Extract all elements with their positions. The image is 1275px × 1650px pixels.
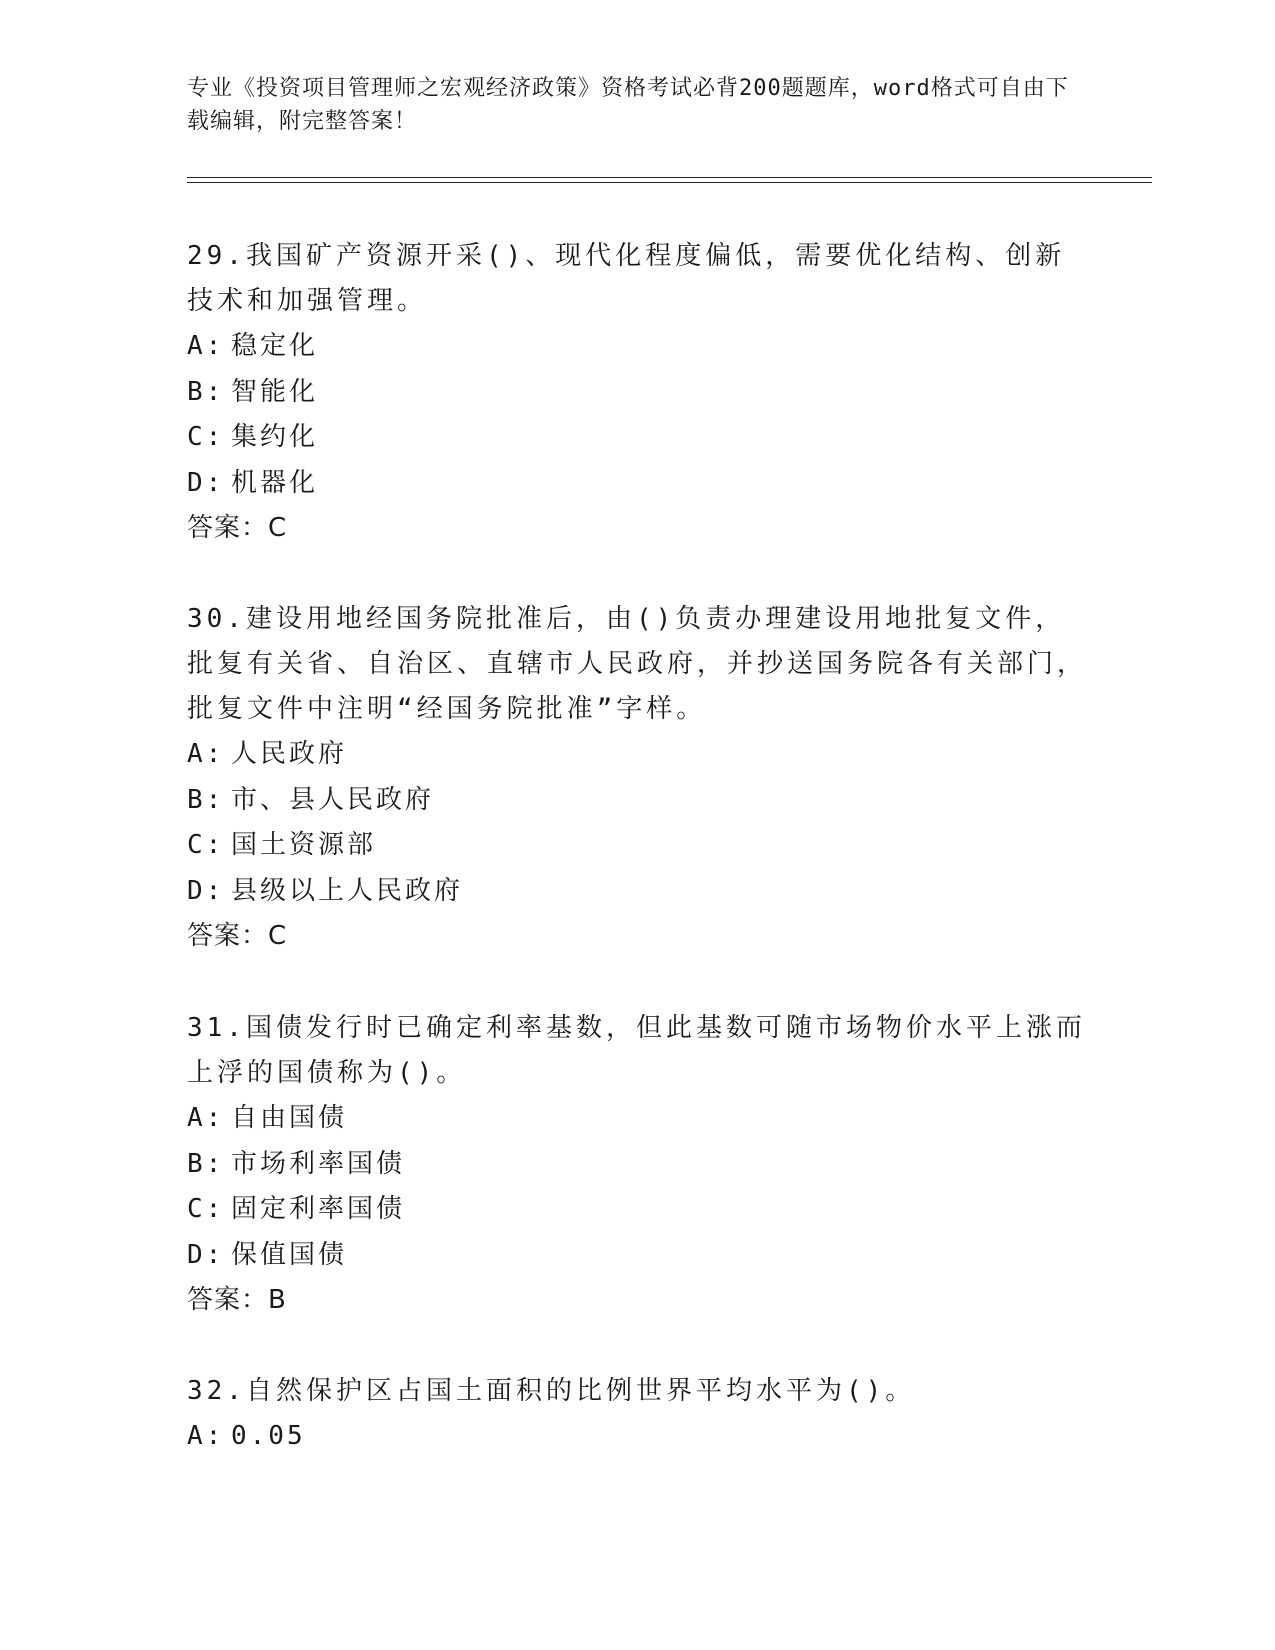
option-text: 市、县人民政府: [231, 784, 435, 815]
option-text: 县级以上人民政府: [231, 875, 464, 906]
option-a: [187, 1096, 1087, 1142]
option-a: [187, 324, 1087, 370]
option-letter: A:: [187, 739, 225, 769]
option-a: [187, 732, 1087, 778]
question-30: [187, 597, 1087, 959]
option-a: [187, 1414, 1087, 1460]
option-text: 保值国债: [231, 1239, 348, 1270]
answer-line: 答案：B: [187, 1285, 287, 1315]
option-letter: D:: [187, 875, 225, 906]
option-letter: A:: [187, 1421, 225, 1451]
question-32: [187, 1369, 1087, 1460]
option-d: [187, 869, 1087, 915]
option-b: [187, 370, 1087, 416]
option-letter: C:: [187, 830, 225, 860]
header-divider-top: [187, 177, 1152, 178]
option-c: [187, 823, 1087, 869]
answer-line: 答案：C: [187, 513, 288, 543]
option-b: [187, 778, 1087, 824]
option-b: [187, 1142, 1087, 1188]
option-text: 集约化: [231, 422, 319, 452]
header-divider-bottom: [187, 182, 1152, 183]
question-text: 29.我国矿产资源开采()、现代化程度偏低，需要优化结构、创新技术和加强管理。: [187, 241, 1066, 316]
option-letter: B:: [187, 376, 225, 407]
option-letter: C:: [187, 1194, 225, 1224]
option-d: [187, 1233, 1087, 1279]
option-text: 自由国债: [231, 1103, 348, 1133]
option-c: [187, 1187, 1087, 1233]
answer-line: 答案：C: [187, 921, 288, 951]
option-letter: D:: [187, 467, 225, 498]
question-text: 30.建设用地经国务院批准后，由()负责办理建设用地批复文件，批复有关省、自治区、直辖市人民政府，并抄送国务院各有关部门，批复文件中注明“经国务院批准”字样。: [187, 604, 1088, 724]
option-letter: B:: [187, 1148, 225, 1179]
question-31: [187, 1006, 1087, 1323]
question-text: 31.国债发行时已确定利率基数，但此基数可随市场物价水平上涨而上浮的国债称为()。: [187, 1013, 1086, 1088]
question-text: 32.自然保护区占国土面积的比例世界平均水平为()。: [187, 1376, 916, 1406]
option-text: 智能化: [231, 376, 319, 407]
option-letter: A:: [187, 331, 225, 361]
option-text: 稳定化: [231, 331, 319, 361]
option-letter: B:: [187, 784, 225, 815]
option-letter: D:: [187, 1239, 225, 1270]
option-letter: A:: [187, 1103, 225, 1133]
question-29: [187, 234, 1087, 551]
option-text: 固定利率国债: [231, 1194, 406, 1224]
option-text: 机器化: [231, 467, 319, 498]
option-c: [187, 415, 1087, 461]
option-text: 0.05: [231, 1421, 306, 1451]
option-letter: C:: [187, 422, 225, 452]
option-text: 国土资源部: [231, 830, 377, 860]
option-d: [187, 461, 1087, 507]
option-text: 市场利率国债: [231, 1148, 406, 1179]
option-text: 人民政府: [231, 739, 348, 769]
document-header: 专业《投资项目管理师之宏观经济政策》资格考试必背200题题库，word格式可自由下载编辑，附完整答案！: [187, 76, 1069, 134]
